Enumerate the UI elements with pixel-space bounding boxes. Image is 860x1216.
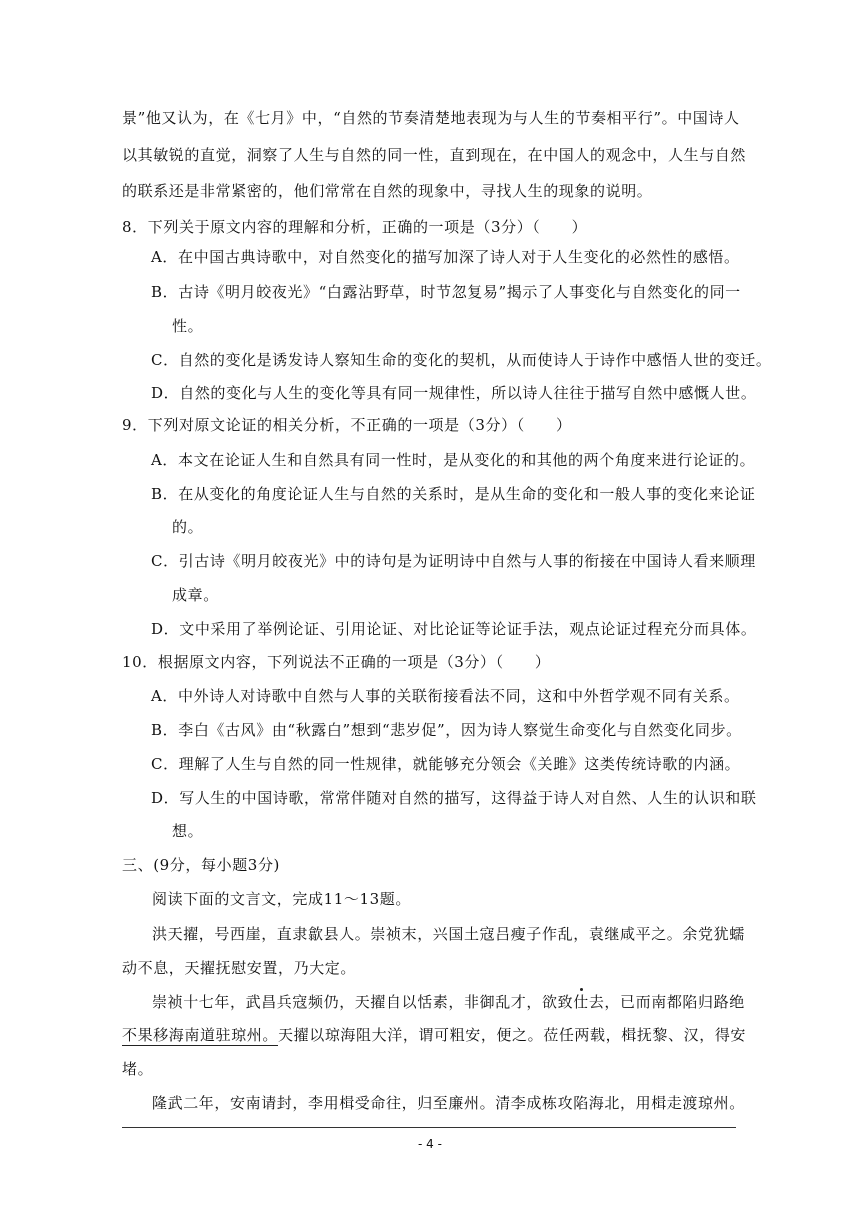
section-3-instruction: 阅读下面的文言文，完成11～13题。	[152, 890, 411, 908]
passage-line: 景”他又认为，在《七月》中，“自然的节奏清楚地表现为与人生的节奏相平行”。中国诗人	[122, 109, 740, 127]
passage-line: 以其敏锐的直觉，洞察了人生与自然的同一性，直到现在，在中国人的观念中，人生与自然	[122, 146, 747, 164]
footer-divider	[122, 1127, 736, 1128]
question-10-option-d: D．写人生的中国诗歌，常常伴随对自然的描写，这得益于诗人对自然、人生的认识和联	[151, 789, 757, 807]
question-9-option-b: B．在从变化的角度论证人生与自然的关系时，是从生命的变化和一般人事的变化来论证	[151, 485, 756, 503]
question-9-option-c-cont: 成章。	[172, 586, 219, 604]
question-9-option-d: D．文中采用了举例论证、引用论证、对比论证等论证手法，观点论证过程充分而具体。	[151, 620, 757, 638]
classical-text-line	[122, 1025, 746, 1045]
classical-text-line: 堵。	[122, 1060, 154, 1078]
classical-text-line: 洪天擢，号西崖，直隶歙县人。崇祯末，兴国土寇吕瘦子作乱，袁继咸平之。余党犹蠕	[152, 925, 745, 943]
section-3-heading: 三、(9分，每小题3分)	[122, 856, 280, 874]
question-8-option-a: A．在中国古典诗歌中，对自然变化的描写加深了诗人对于人生变化的必然性的感悟。	[151, 248, 740, 266]
question-10-stem: 10．根据原文内容，下列说法不正确的一项是（3分）（ ）	[122, 653, 551, 671]
classical-text-line: 隆武二年，安南请封，李用楫受命往，归至廉州。清李成栋攻陷海北，用楫走渡琼州。	[152, 1094, 745, 1112]
question-8-option-d: D．自然的变化与人生的变化等具有同一规律性，所以诗人往往于描写自然中感慨人世。	[151, 384, 757, 402]
question-8-stem: 8．下列关于原文内容的理解和分析，正确的一项是（3分）（ ）	[122, 218, 588, 236]
question-10-option-b: B．李白《古风》由“秋露白”想到“悲岁促”，因为诗人察觉生命变化与自然变化同步。	[151, 721, 742, 739]
classical-text-line: 动不息，天擢抚慰安置，乃大定。	[122, 959, 357, 977]
text-segment: 天擢以琼海阻大洋，谓可粗安，便之。莅任两载，楫抚黎、汉，得安	[278, 1026, 747, 1044]
underlined-sentence: 不果移海南道驻琼州。	[122, 1026, 279, 1044]
emphasis-dot-char: 仕	[573, 993, 589, 1011]
question-8-option-b-cont: 性。	[172, 317, 204, 335]
question-8-option-c: C．自然的变化是诱发诗人察知生命的变化的契机，从而使诗人于诗作中感悟人世的变迁。	[151, 351, 772, 369]
question-9-stem: 9．下列对原文论证的相关分析，不正确的一项是（3分）（ ）	[122, 416, 572, 434]
question-10-option-d-cont: 想。	[172, 822, 204, 840]
question-9-option-c: C．引古诗《明月皎夜光》中的诗句是为证明诗中自然与人事的衔接在中国诗人看来顺理	[151, 552, 756, 570]
classical-text-line	[152, 992, 745, 1012]
text-segment: 崇祯十七年，武昌兵寇频仍，天擢自以恬素，非御乱才，欲致	[152, 993, 574, 1011]
page-number: - 4 -	[418, 1137, 442, 1151]
question-8-option-b: B．古诗《明月皎夜光》“白露沾野草，时节忽复易”揭示了人事变化与自然变化的同一	[151, 283, 741, 301]
question-10-option-c: C．理解了人生与自然的同一性规律，就能够充分领会《关雎》这类传统诗歌的内涵。	[151, 755, 741, 773]
question-9-option-a: A．本文在论证人生和自然具有同一性时，是从变化的和其他的两个角度来进行论证的。	[151, 451, 756, 469]
question-9-option-b-cont: 的。	[172, 518, 204, 536]
question-10-option-a: A．中外诗人对诗歌中自然与人事的关联衔接看法不同，这和中外哲学观不同有关系。	[151, 687, 740, 705]
passage-line: 的联系还是非常紧密的，他们常常在自然的现象中，寻找人生的现象的说明。	[122, 182, 653, 200]
text-segment: 去，已而南都陷归路绝	[588, 993, 745, 1011]
